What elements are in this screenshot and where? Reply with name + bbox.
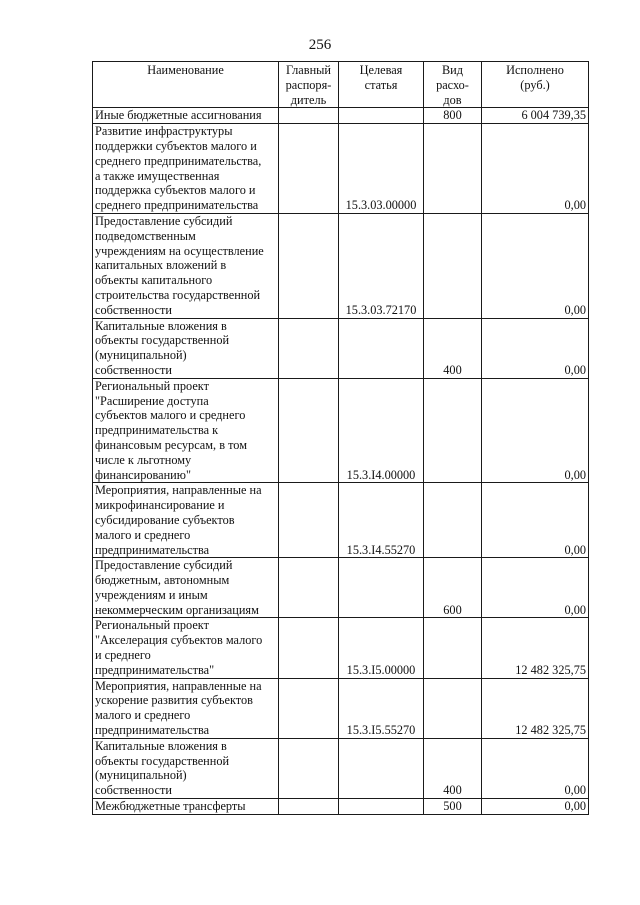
cell-type — [424, 618, 482, 678]
cell-target: 15.3.I5.00000 — [339, 618, 424, 678]
cell-amount: 0,00 — [482, 483, 589, 558]
table-row — [93, 108, 589, 124]
cell-target — [339, 558, 424, 618]
cell-target — [339, 799, 424, 815]
cell-type — [424, 213, 482, 318]
cell-target: 15.3.I4.55270 — [339, 483, 424, 558]
table-row — [93, 318, 589, 378]
cell-name: Региональный проект "Расширение доступа субъектов малого и среднего предпринимательства к финансовым ресурсам, в том числе к льготному финансированию" — [93, 378, 279, 483]
cell-admin — [279, 318, 339, 378]
cell-name: Предоставление субсидий подведомственным учреждениям на осуществление капитальных вложений в объекты капитального строительства государственной собственности — [93, 213, 279, 318]
cell-admin — [279, 378, 339, 483]
cell-admin — [279, 558, 339, 618]
cell-admin — [279, 738, 339, 798]
header-type: Вид расхо- дов — [424, 62, 482, 108]
cell-admin — [279, 799, 339, 815]
cell-type — [424, 378, 482, 483]
cell-type — [424, 678, 482, 738]
cell-type — [424, 483, 482, 558]
cell-target: 15.3.03.72170 — [339, 213, 424, 318]
cell-type: 400 — [424, 318, 482, 378]
table-row — [93, 618, 589, 678]
cell-type: 600 — [424, 558, 482, 618]
cell-target: 15.3.I5.55270 — [339, 678, 424, 738]
cell-amount: 0,00 — [482, 738, 589, 798]
cell-target — [339, 108, 424, 124]
cell-admin — [279, 483, 339, 558]
cell-name: Региональный проект "Акселерация субъектов малого и среднего предпринимательства" — [93, 618, 279, 678]
cell-amount: 0,00 — [482, 558, 589, 618]
cell-admin — [279, 213, 339, 318]
table-row — [93, 124, 589, 214]
table-row — [93, 558, 589, 618]
cell-type — [424, 124, 482, 214]
cell-amount: 0,00 — [482, 378, 589, 483]
header-target: Целевая статья — [339, 62, 424, 108]
table-row — [93, 678, 589, 738]
header-name: Наименование — [93, 62, 279, 108]
table-row — [93, 483, 589, 558]
cell-name: Мероприятия, направленные на микрофинансирование и субсидирование субъектов малого и среднего предпринимательства — [93, 483, 279, 558]
cell-admin — [279, 678, 339, 738]
cell-target — [339, 318, 424, 378]
cell-admin — [279, 108, 339, 124]
cell-amount: 0,00 — [482, 124, 589, 214]
cell-type: 400 — [424, 738, 482, 798]
cell-type: 800 — [424, 108, 482, 124]
cell-target: 15.3.03.00000 — [339, 124, 424, 214]
table-row — [93, 213, 589, 318]
cell-name: Капитальные вложения в объекты государственной (муниципальной) собственности — [93, 738, 279, 798]
cell-name: Мероприятия, направленные на ускорение развития субъектов малого и среднего предпринимательства — [93, 678, 279, 738]
header-amount: Исполнено (руб.) — [482, 62, 589, 108]
cell-target — [339, 738, 424, 798]
header-admin: Главный распоря- дитель — [279, 62, 339, 108]
cell-amount: 12 482 325,75 — [482, 618, 589, 678]
cell-target: 15.3.I4.00000 — [339, 378, 424, 483]
table-body — [93, 108, 589, 814]
table-row — [93, 738, 589, 798]
table-row — [93, 799, 589, 815]
cell-amount: 0,00 — [482, 318, 589, 378]
cell-name: Предоставление субсидий бюджетным, автономным учреждениям и иным некоммерческим организациям — [93, 558, 279, 618]
cell-amount: 12 482 325,75 — [482, 678, 589, 738]
cell-name: Капитальные вложения в объекты государственной (муниципальной) собственности — [93, 318, 279, 378]
cell-amount: 0,00 — [482, 213, 589, 318]
cell-type: 500 — [424, 799, 482, 815]
cell-amount: 6 004 739,35 — [482, 108, 589, 124]
table-header — [93, 62, 589, 108]
header-row — [93, 62, 589, 108]
table-row — [93, 378, 589, 483]
cell-amount: 0,00 — [482, 799, 589, 815]
cell-name: Иные бюджетные ассигнования — [93, 108, 279, 124]
cell-name: Развитие инфраструктуры поддержки субъектов малого и среднего предпринимательства, а также имущественная поддержка субъектов малого и среднего предпринимательства — [93, 124, 279, 214]
cell-admin — [279, 618, 339, 678]
cell-admin — [279, 124, 339, 214]
cell-name: Межбюджетные трансферты — [93, 799, 279, 815]
budget-table — [92, 61, 589, 815]
page-number: 256 — [308, 37, 332, 53]
